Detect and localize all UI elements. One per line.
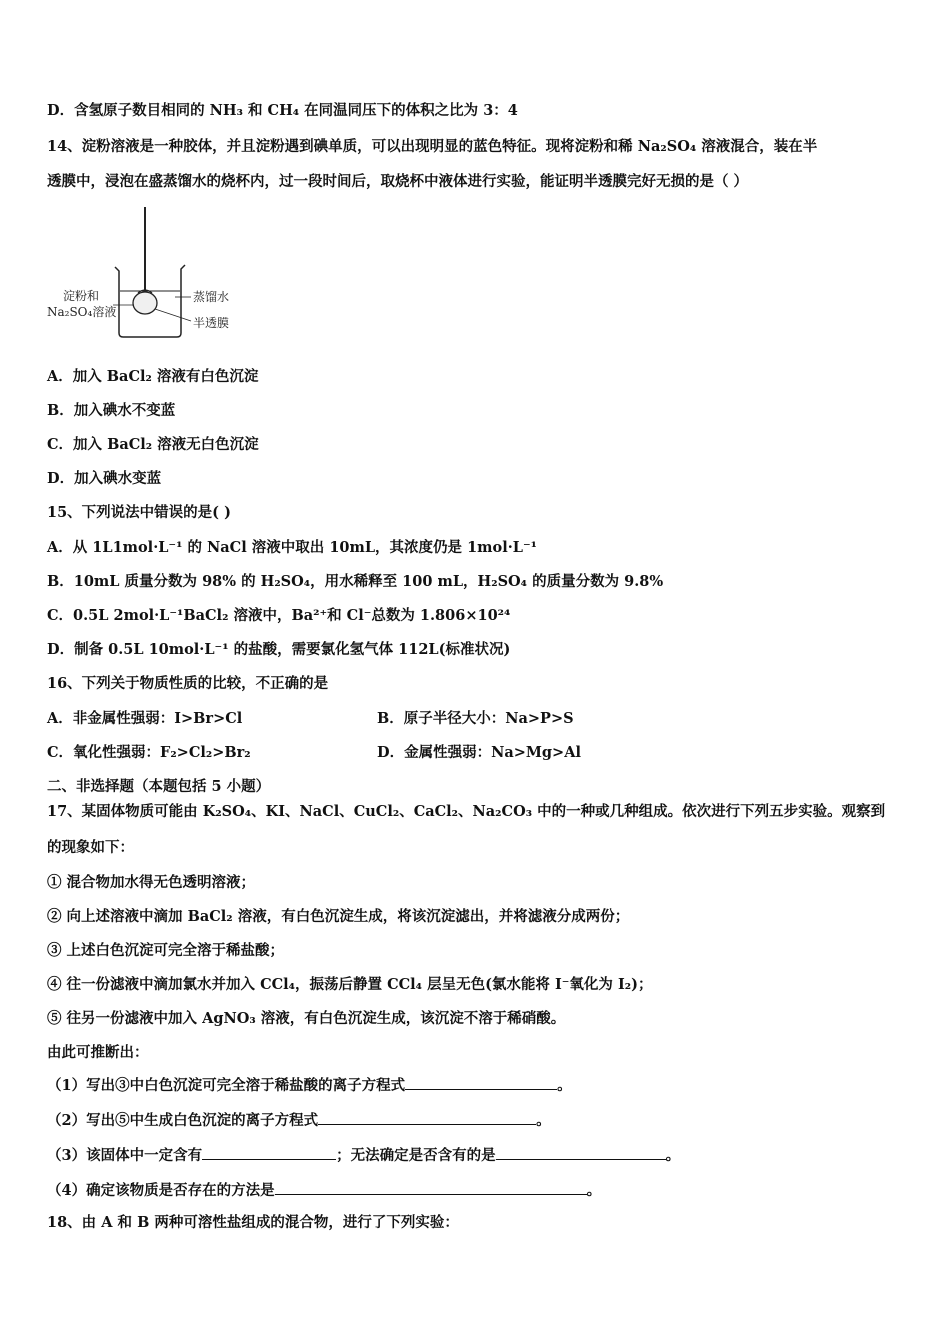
answer-blank-1[interactable] — [405, 1075, 557, 1090]
answer-blank-4[interactable] — [275, 1180, 587, 1195]
q17-step-2: ② 向上述溶液中滴加 BaCl₂ 溶液，有白色沉淀生成，将该沉淀滤出，并将滤液分成两份； — [47, 908, 630, 925]
q15-option-b: B．10mL 质量分数为 98% 的 H₂SO₄，用水稀释至 100 mL，H₂SO₄ 的质量分数为 9.8% — [47, 573, 664, 590]
q17-stem-line1: 17、某固体物质可能由 K₂SO₄、KI、NaCl、CuCl₂、CaCl₂、Na₂CO₃ 中的一种或几种组成。依次进行下列五步实验。观察到 — [47, 803, 886, 820]
q17-step-4: ④ 往一份滤液中滴加氯水并加入 CCl₄，振荡后静置 CCl₄ 层呈无色(氯水能将 I⁻氧化为 I₂)； — [47, 976, 653, 993]
leader-right-bottom — [155, 309, 191, 321]
q15-stem: 15、下列说法中错误的是( ) — [47, 504, 231, 521]
q17-part-3 — [47, 1145, 680, 1166]
q16-stem: 16、下列关于物质性质的比较，不正确的是 — [47, 675, 329, 692]
q16-option-a: A．非金属性强弱：I>Br>Cl — [47, 710, 243, 727]
q18-stem: 18、由 A 和 B 两种可溶性盐组成的混合物，进行了下列实验： — [47, 1214, 459, 1231]
label-distilled-water: 蒸馏水 — [193, 290, 230, 304]
period: 。 — [586, 1182, 602, 1199]
q17-part-1 — [47, 1075, 572, 1096]
answer-blank-3b[interactable] — [496, 1145, 666, 1160]
q17-inference: 由此可推断出： — [47, 1044, 149, 1061]
q17-part-2-text: （2）写出⑤中生成白色沉淀的离子方程式 — [47, 1112, 319, 1129]
label-starch: 淀粉和 — [63, 289, 100, 303]
q17-part-3-text-a: （3）该固体中一定含有 — [47, 1147, 203, 1164]
q13-option-d: D．含氢原子数目相同的 NH₃ 和 CH₄ 在同温同压下的体积之比为 3：4 — [47, 102, 518, 119]
q17-step-5: ⑤ 往另一份滤液中加入 AgNO₃ 溶液，有白色沉淀生成，该沉淀不溶于稀硝酸。 — [47, 1010, 566, 1027]
q17-step-3: ③ 上述白色沉淀可完全溶于稀盐酸； — [47, 942, 285, 959]
q17-step-1: ① 混合物加水得无色透明溶液； — [47, 874, 256, 891]
q16-option-c: C．氧化性强弱：F₂>Cl₂>Br₂ — [47, 744, 251, 761]
q15-option-c: C．0.5L 2mol·L⁻¹BaCl₂ 溶液中，Ba²⁺和 Cl⁻总数为 1.806×10²⁴ — [47, 607, 511, 624]
q17-part-3-text-b: ；无法确定是否含有的是 — [336, 1147, 496, 1164]
q17-stem-line2: 的现象如下： — [47, 839, 134, 856]
q17-part-2 — [47, 1110, 551, 1131]
answer-blank-3a[interactable] — [202, 1145, 336, 1160]
q15-option-a: A．从 1L1mol·L⁻¹ 的 NaCl 溶液中取出 10mL，其浓度仍是 1mol·L⁻¹ — [47, 539, 537, 556]
dialysis-apparatus-figure — [45, 205, 245, 345]
label-na2so4: Na₂SO₄溶液 — [47, 305, 117, 319]
q15-option-d: D．制备 0.5L 10mol·L⁻¹ 的盐酸，需要氯化氢气体 112L(标准状况) — [47, 641, 511, 658]
label-membrane: 半透膜 — [193, 316, 230, 330]
semipermeable-bag — [133, 292, 157, 314]
period: 。 — [557, 1077, 572, 1094]
answer-blank-2[interactable] — [318, 1110, 536, 1125]
period: 。 — [665, 1147, 681, 1164]
q17-part-1-text: （1）写出③中白色沉淀可完全溶于稀盐酸的离子方程式 — [47, 1077, 406, 1094]
q17-part-4 — [47, 1180, 601, 1201]
q14-option-b: B．加入碘水不变蓝 — [47, 402, 176, 419]
q14-stem-line2: 透膜中，浸泡在盛蒸馏水的烧杯内，过一段时间后，取烧杯中液体进行实验，能证明半透膜完好无损的是（ ） — [47, 173, 749, 190]
q16-option-b: B．原子半径大小：Na>P>S — [377, 710, 574, 727]
q14-option-a: A．加入 BaCl₂ 溶液有白色沉淀 — [47, 368, 259, 385]
period: 。 — [536, 1112, 551, 1129]
q16-option-d: D．金属性强弱：Na>Mg>Al — [377, 744, 581, 761]
q14-option-d: D．加入碘水变蓝 — [47, 470, 162, 487]
q14-option-c: C．加入 BaCl₂ 溶液无白色沉淀 — [47, 436, 259, 453]
q14-stem-line1: 14、淀粉溶液是一种胶体，并且淀粉遇到碘单质，可以出现明显的蓝色特征。现将淀粉和稀 Na₂SO₄ 溶液混合，装在半 — [47, 138, 818, 155]
q17-part-4-text: （4）确定该物质是否存在的方法是 — [47, 1182, 275, 1199]
section-2-heading: 二、非选择题（本题包括 5 小题） — [47, 778, 271, 795]
